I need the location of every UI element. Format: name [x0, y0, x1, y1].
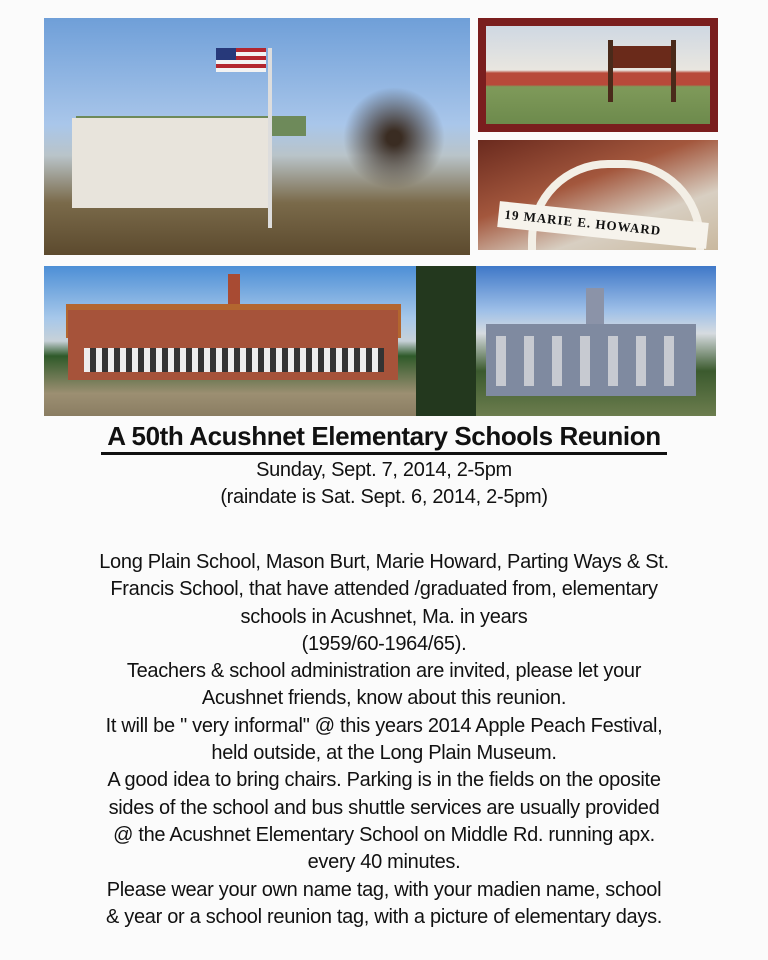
body-line: Francis School, that have attended /graduated from, elementary	[110, 578, 658, 601]
photo-school-sign	[478, 18, 718, 132]
body-line: Please wear your own name tag, with your madien name, school	[106, 878, 662, 901]
body-line: schools in Acushnet, Ma. in years	[240, 605, 528, 628]
event-date-line: Sunday, Sept. 7, 2014, 2-5pm	[256, 459, 512, 481]
event-date	[0, 457, 768, 512]
flyer-body	[0, 549, 768, 931]
photo-brick-school	[44, 266, 416, 416]
body-line: every 40 minutes.	[307, 851, 461, 874]
rain-date-line: (raindate is Sat. Sept. 6, 2014, 2-5pm)	[220, 486, 548, 509]
body-line: @ the Acushnet Elementary School on Middle Rd. running apx.	[113, 823, 655, 846]
body-line: Acushnet friends, know about this reunion.	[201, 687, 567, 710]
photo-gray-school	[416, 266, 716, 416]
body-line: It will be " very informal" @ this years 2014 Apple Peach Festival,	[105, 714, 663, 737]
flyer-title-text: A 50th Acushnet Elementary Schools Reunion	[101, 421, 666, 455]
body-line: held outside, at the Long Plain Museum.	[211, 742, 557, 765]
photo-school-with-flag	[44, 18, 470, 255]
photo-name-plaque	[478, 140, 718, 250]
body-line: Teachers & school administration are invited, please let your	[126, 660, 642, 683]
body-line: A good idea to bring chairs. Parking is in the fields on the oposite	[107, 769, 661, 792]
name-tag-text: 19 MARIE E. HOWARD	[497, 201, 709, 249]
body-line: & year or a school reunion tag, with a picture of elementary days.	[105, 905, 663, 928]
body-line: (1959/60-1964/65).	[301, 632, 467, 655]
body-line: sides of the school and bus shuttle services are usually provided	[108, 796, 660, 819]
flyer-title	[0, 421, 768, 452]
american-flag	[216, 48, 266, 72]
body-line: Long Plain School, Mason Burt, Marie Howard, Parting Ways & St.	[99, 551, 669, 573]
